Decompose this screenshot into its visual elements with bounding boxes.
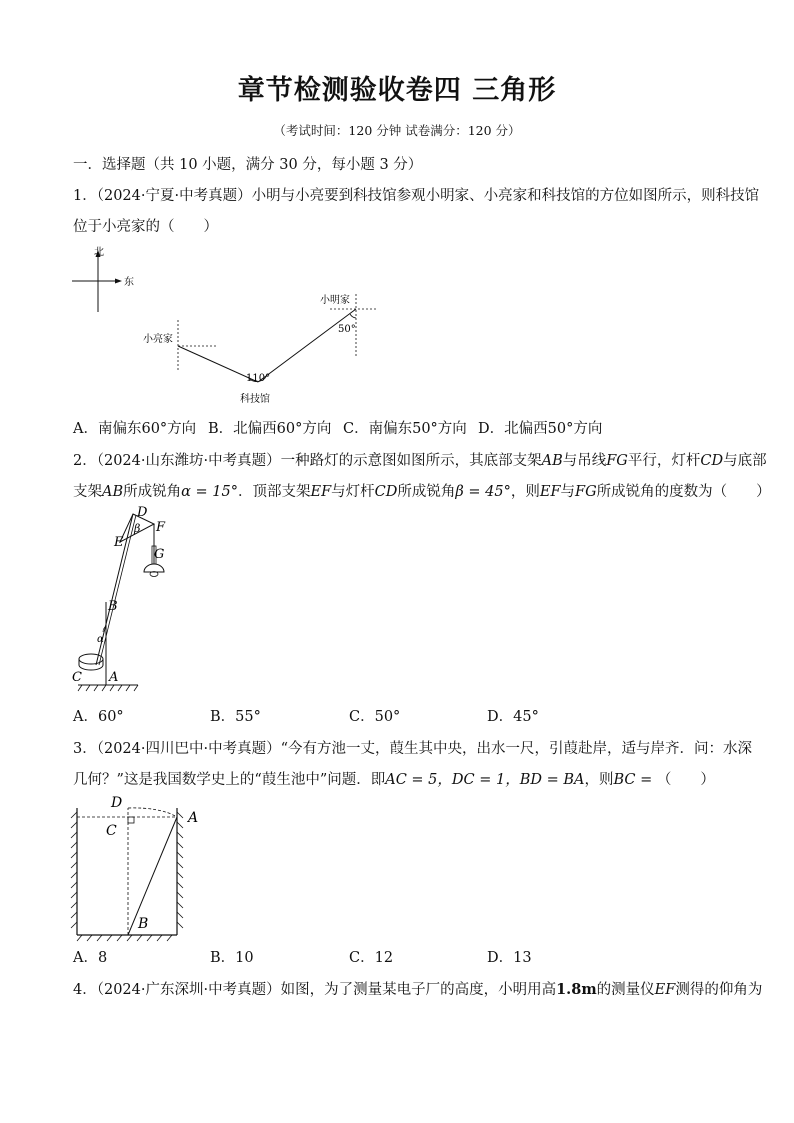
q1-figure bbox=[60, 240, 400, 410]
q2-text-part: 平行，灯杆 bbox=[627, 453, 701, 469]
q2-text-line1 bbox=[73, 449, 767, 470]
q2-text-part: 所成锐角 bbox=[397, 484, 456, 500]
angle-110-label: 110° bbox=[246, 373, 271, 384]
bottom-lamp-icon bbox=[79, 654, 103, 664]
compass-north-label: 北 bbox=[94, 247, 104, 258]
q4-text-line1 bbox=[73, 978, 762, 999]
q3-option-b[interactable]: B．10 bbox=[210, 950, 254, 966]
xiaoming-label: 小明家 bbox=[320, 295, 350, 306]
q3-text-line2 bbox=[73, 768, 715, 789]
point-a-label: A bbox=[188, 810, 199, 826]
q2-alpha-value: α = 15° bbox=[181, 484, 239, 500]
point-g-label: G bbox=[154, 547, 165, 562]
q2-var-ab: AB bbox=[541, 453, 563, 469]
point-c-label: C bbox=[72, 670, 82, 685]
east-arrow-icon bbox=[115, 279, 122, 284]
q3-var-bc: BC = bbox=[613, 772, 657, 788]
q2-text-part: ，则 bbox=[510, 484, 540, 500]
q2-text-part: 与灯杆 bbox=[331, 484, 375, 500]
beta-angle-label: β bbox=[134, 522, 141, 535]
exam-info: （考试时间：120 分钟 试卷满分：120 分） bbox=[273, 123, 521, 138]
q3-text-part: 几何？”这是我国数学史上的“葭生池中”问题．即 bbox=[73, 772, 386, 788]
q3-condition: AC = 5，DC = 1，BD = BA bbox=[385, 772, 585, 788]
q1-option-a[interactable]: A．南偏东60°方向 bbox=[73, 421, 197, 437]
q3-figure bbox=[68, 790, 218, 942]
q2-var-ef: EF bbox=[310, 484, 332, 500]
q2-text-part: 所成锐角的度数为（ ） bbox=[596, 484, 771, 500]
q4-height-value: 1.8m bbox=[556, 981, 597, 998]
q3-option-d[interactable]: D．13 bbox=[487, 950, 532, 966]
q2-text-part: 与 bbox=[560, 484, 576, 500]
point-d-label: D bbox=[111, 795, 123, 811]
q2-text-part: 所成锐角 bbox=[123, 484, 182, 500]
q1-option-c[interactable]: C．南偏东50°方向 bbox=[343, 421, 467, 437]
q2-text-part: ．顶部支架 bbox=[238, 484, 311, 500]
q2-figure bbox=[68, 502, 188, 694]
q2-var-ab: AB bbox=[102, 484, 124, 500]
q2-var-cd: CD bbox=[700, 453, 724, 469]
section-heading: 一．选择题（共 10 小题，满分 30 分，每小题 3 分） bbox=[73, 157, 423, 173]
q2-option-a[interactable]: A．60° bbox=[73, 709, 124, 725]
q3-option-c[interactable]: C．12 bbox=[349, 950, 394, 966]
museum-label: 科技馆 bbox=[240, 394, 270, 405]
compass-east-label: 东 bbox=[124, 277, 134, 288]
point-e-label: E bbox=[114, 535, 124, 550]
q2-text-line2 bbox=[73, 480, 771, 501]
point-f-label: F bbox=[156, 520, 166, 535]
q1-text-line2: 位于小亮家的（ ） bbox=[73, 219, 218, 235]
q3-text-part: ，则 bbox=[584, 772, 614, 788]
point-a-label: A bbox=[109, 670, 119, 685]
q2-text-part: 与底部 bbox=[723, 453, 767, 469]
q4-var-ef: EF bbox=[654, 982, 676, 998]
alpha-angle-label: α bbox=[97, 634, 104, 645]
q4-text-part: 4．（2024·广东深圳·中考真题）如图，为了测量某电子厂的高度，小明用高 bbox=[73, 982, 557, 998]
q4-text-part: 测得的仰角为 bbox=[675, 982, 763, 998]
page-title: 章节检测验收卷四 三角形 bbox=[237, 75, 557, 106]
q2-var-fg: FG bbox=[606, 453, 628, 469]
q1-option-b[interactable]: B．北偏西60°方向 bbox=[208, 421, 332, 437]
q2-text-part: 2．（2024·山东潍坊·中考真题）一种路灯的示意图如图所示，其底部支架 bbox=[73, 453, 542, 469]
q4-text-part: 的测量仪 bbox=[596, 982, 655, 998]
angle-50-label: 50° bbox=[338, 324, 356, 335]
point-d-label: D bbox=[137, 505, 148, 520]
q3-text-part: （ ） bbox=[656, 772, 715, 788]
q2-beta-value: β = 45° bbox=[455, 484, 511, 500]
q2-var-fg: FG bbox=[575, 484, 597, 500]
xiaoliang-label: 小亮家 bbox=[143, 334, 173, 345]
q1-option-d[interactable]: D．北偏西50°方向 bbox=[478, 421, 603, 437]
q3-text-line1: 3．（2024·四川巴中·中考真题）“今有方池一丈，葭生其中央，出水一尺，引葭赴岸，适与岸齐．问：水深 bbox=[73, 741, 753, 757]
q2-text-part: 与吊线 bbox=[562, 453, 607, 469]
q2-option-d[interactable]: D．45° bbox=[487, 709, 539, 725]
point-c-label: C bbox=[106, 823, 117, 839]
lamp-shade-icon bbox=[144, 564, 164, 572]
point-b-label: B bbox=[138, 916, 149, 932]
point-b-label: B bbox=[108, 599, 118, 614]
q2-var-cd: CD bbox=[374, 484, 398, 500]
q3-option-a[interactable]: A．8 bbox=[73, 950, 108, 966]
q2-option-b[interactable]: B．55° bbox=[210, 709, 261, 725]
q2-var-ef: EF bbox=[539, 484, 561, 500]
q2-option-c[interactable]: C．50° bbox=[349, 709, 401, 725]
q2-text-part: 支架 bbox=[73, 484, 102, 500]
q1-text-line1: 1．（2024·宁夏·中考真题）小明与小亮要到科技馆参观小明家、小亮家和科技馆的方位如图所示，则科技馆 bbox=[73, 188, 760, 204]
